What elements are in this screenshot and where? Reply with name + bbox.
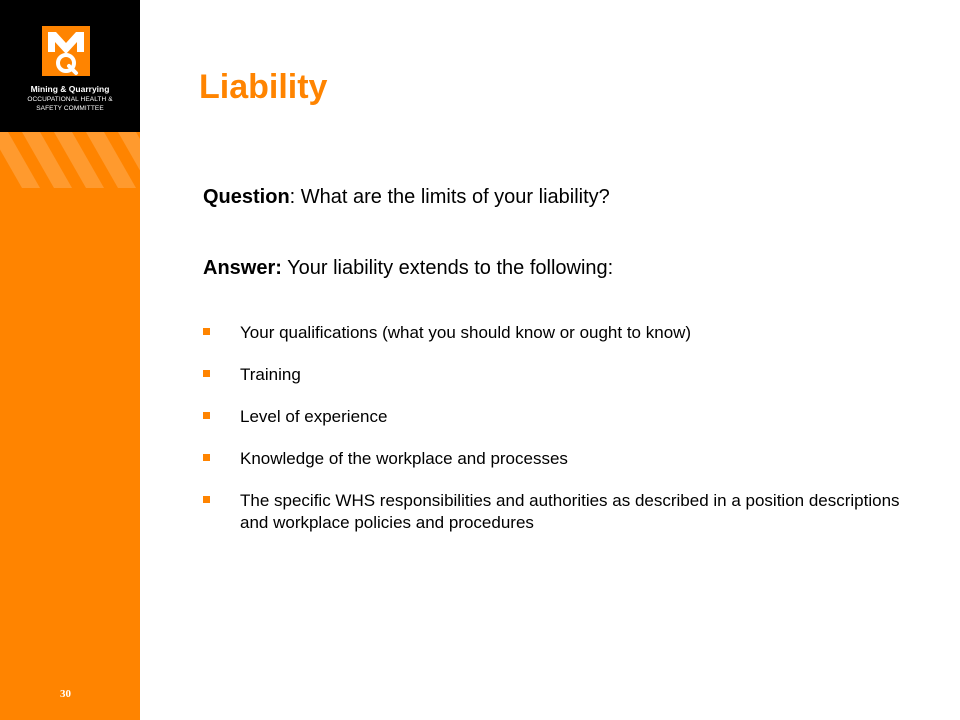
logo-title: Mining & Quarrying — [30, 84, 110, 94]
logo — [0, 0, 140, 132]
logo-subtitle-line2: SAFETY COMMITTEE — [36, 105, 104, 112]
list-item — [203, 490, 903, 534]
list-item — [203, 448, 903, 470]
answer-label: Answer: — [203, 257, 282, 279]
bullet-square-icon — [203, 412, 210, 419]
mq-logo-icon — [42, 26, 90, 76]
sidebar — [0, 0, 140, 720]
page-number: 30 — [60, 688, 71, 700]
answer-line — [203, 257, 613, 280]
question-text: : What are the limits of your liability? — [289, 186, 610, 208]
list-item — [203, 364, 903, 386]
slide-title: Liability — [199, 68, 328, 106]
bullet-text: The specific WHS responsibilities and authorities as described in a position descriptions and workplace policies and procedures — [240, 491, 900, 532]
bullet-text: Training — [240, 365, 301, 384]
bullet-square-icon — [203, 328, 210, 335]
bullet-square-icon — [203, 496, 210, 503]
list-item — [203, 406, 903, 428]
answer-text: Your liability extends to the following: — [281, 257, 614, 279]
bullet-square-icon — [203, 370, 210, 377]
logo-subtitle-line1: OCCUPATIONAL HEALTH & — [27, 96, 113, 103]
question-label: Question — [203, 186, 290, 208]
question-line — [203, 186, 610, 209]
bullet-text: Your qualifications (what you should know or ought to know) — [240, 323, 692, 342]
decorative-stripes — [0, 132, 140, 188]
list-item — [203, 322, 903, 344]
bullet-list — [203, 322, 903, 554]
bullet-square-icon — [203, 454, 210, 461]
bullet-text: Level of experience — [240, 407, 388, 426]
bullet-text: Knowledge of the workplace and processes — [240, 449, 568, 468]
